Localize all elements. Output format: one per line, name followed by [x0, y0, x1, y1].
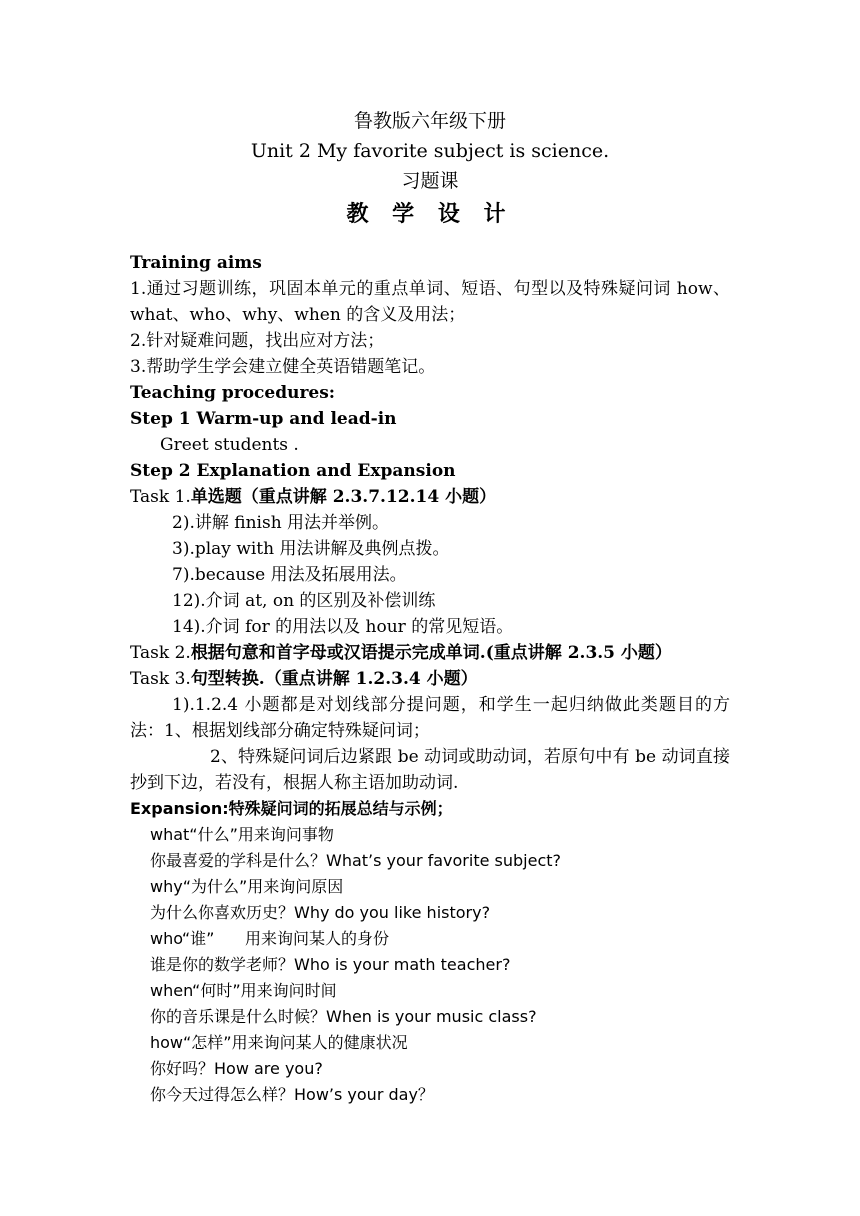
task3-paragraph-1: 1).1.2.4 小题都是对划线部分提问题，和学生一起归纳做此类题目的方法：1、根据划线部分确定特殊疑问词； — [130, 695, 730, 741]
task1-title: 单选题（重点讲解 2.3.7.12.14 小题） — [190, 487, 497, 507]
step1-text: Greet students . — [160, 435, 299, 455]
step1-heading: Step 1 Warm-up and lead-in — [130, 409, 397, 429]
task2-prefix: Task 2. — [130, 643, 191, 663]
expansion-line: 你好吗？How are you? — [150, 1059, 323, 1078]
aim-item-1: 1.通过习题训练，巩固本单元的重点单词、短语、句型以及特殊疑问词 how、what、who、why、when 的含义及用法； — [130, 279, 730, 325]
expansion-line: 谁是你的数学老师？Who is your math teacher? — [150, 955, 511, 974]
task1-prefix: Task 1. — [130, 487, 191, 507]
expansion-line: 你最喜爱的学科是什么？What’s your favorite subject? — [150, 851, 562, 870]
teaching-procedures-heading: Teaching procedures: — [130, 383, 336, 403]
task3-heading — [130, 666, 730, 692]
document-title: 教 学 设 计 — [346, 201, 514, 227]
expansion-line: 为什么你喜欢历史？Why do you like history? — [150, 903, 491, 922]
training-aims-heading: Training aims — [130, 253, 262, 273]
textbook-title: 鲁教版六年级下册 — [353, 110, 506, 132]
expansion-line: what“什么”用来询问事物 — [150, 825, 334, 844]
expansion-line: 你今天过得怎么样？How’s your day？ — [150, 1085, 434, 1104]
task1-item: 2).讲解 finish 用法并举例。 — [172, 513, 390, 533]
task3-title: 句型转换.（重点讲解 1.2.3.4 小题） — [190, 669, 478, 689]
expansion-line: why“为什么”用来询问原因 — [150, 877, 344, 896]
lesson-type: 习题课 — [401, 170, 459, 192]
aim-item-2: 2.针对疑难问题，找出应对方法； — [130, 331, 385, 351]
task2-heading — [130, 640, 730, 666]
aim-item-3: 3.帮助学生学会建立健全英语错题笔记。 — [130, 357, 436, 377]
task1-item: 14).介词 for 的用法以及 hour 的常见短语。 — [172, 617, 514, 637]
task1-item: 12).介词 at, on 的区别及补偿训练 — [172, 591, 436, 611]
expansion-line: when“何时”用来询问时间 — [150, 981, 337, 1000]
step2-heading: Step 2 Explanation and Expansion — [130, 461, 456, 481]
document-header — [0, 106, 860, 232]
expansion-line: who“谁” 用来询问某人的身份 — [150, 929, 389, 948]
expansion-line: how“怎样”用来询问某人的健康状况 — [150, 1033, 408, 1052]
document-body — [130, 250, 730, 1108]
task3-prefix: Task 3. — [130, 669, 191, 689]
task3-paragraph-2: 2、特殊疑问词后边紧跟 be 动词或助动词，若原句中有 be 动词直接抄到下边，若没有，根据人称主语加助动词. — [130, 747, 730, 793]
expansion-line: 你的音乐课是什么时候？When is your music class? — [150, 1007, 537, 1026]
expansion-heading: Expansion:特殊疑问词的拓展总结与示例； — [130, 799, 453, 818]
unit-title: Unit 2 My favorite subject is science. — [250, 140, 610, 162]
task1-heading — [130, 484, 730, 510]
task1-item: 3).play with 用法讲解及典例点拨。 — [172, 539, 450, 559]
task2-title: 根据句意和首字母或汉语提示完成单词.(重点讲解 2.3.5 小题） — [190, 643, 672, 663]
task1-item: 7).because 用法及拓展用法。 — [172, 565, 407, 585]
